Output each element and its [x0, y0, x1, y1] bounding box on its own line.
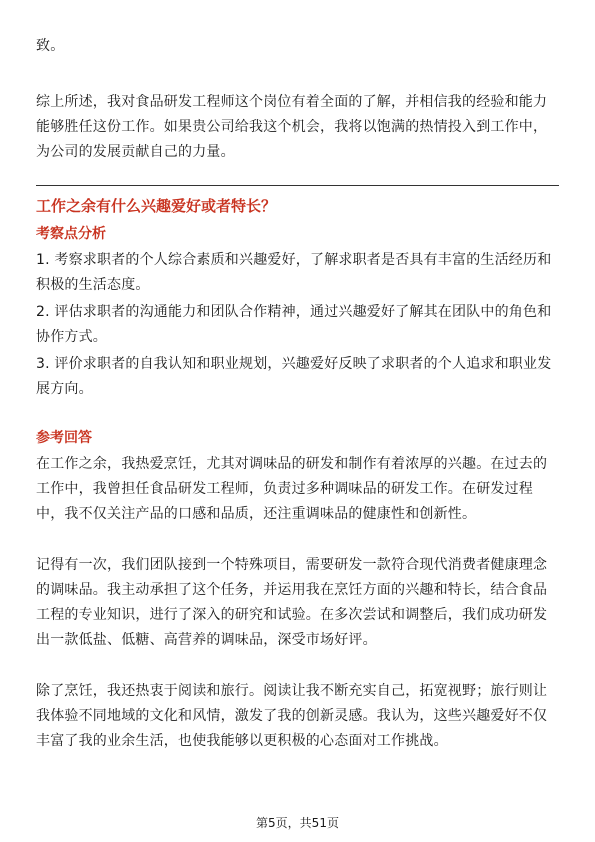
- page-footer: 第5页，共51页: [256, 816, 339, 830]
- answer-block: [36, 452, 559, 780]
- analysis-label: 考察点分析: [36, 226, 106, 242]
- analysis-item: 3. 评价求职者的自我认知和职业规划，兴趣爱好反映了求职者的个人追求和职业发展方向。: [36, 356, 552, 397]
- answer-paragraph: 除了烹饪，我还热衷于阅读和旅行。阅读让我不断充实自己，拓宽视野；旅行则让我体验不同地域的文化和风情，激发了我的创新灵感。我认为，这些兴趣爱好不仅丰富了我的业余生活，也使我能够以更积极的心态面对工作挑战。: [36, 683, 548, 749]
- document-page: [36, 0, 559, 842]
- section-divider: [36, 185, 559, 186]
- continuation-text: 致。: [36, 38, 65, 54]
- answer-paragraph: 记得有一次，我们团队接到一个特殊项目，需要研发一款符合现代消费者健康理念的调味品。我主动承担了这个任务，并运用我在烹饪方面的兴趣和特长，结合食品工程的专业知识，进行了深入的研究和试验。在多次尝试和调整后，我们成功研发出一款低盐、低糖、高营养的调味品，深受市场好评。: [36, 557, 548, 648]
- analysis-item: 1. 考察求职者的个人综合素质和兴趣爱好，了解求职者是否具有丰富的生活经历和积极的生活态度。: [36, 252, 552, 293]
- answer-paragraph: 在工作之余，我热爱烹饪，尤其对调味品的研发和制作有着浓厚的兴趣。在过去的工作中，我曾担任食品研发工程师，负责过多种调味品的研发工作。在研发过程中，我不仅关注产品的口感和品质，还注重调味品的健康性和创新性。: [36, 456, 548, 522]
- summary-paragraph: 综上所述，我对食品研发工程师这个岗位有着全面的了解，并相信我的经验和能力能够胜任这份工作。如果贵公司给我这个机会，我将以饱满的热情投入到工作中，为公司的发展贡献自己的力量。: [36, 94, 548, 160]
- answer-label: 参考回答: [36, 430, 92, 446]
- analysis-list: [36, 248, 559, 404]
- question-heading: 工作之余有什么兴趣爱好或者特长？: [36, 197, 277, 215]
- analysis-item: 2. 评估求职者的沟通能力和团队合作精神，通过兴趣爱好了解其在团队中的角色和协作方式。: [36, 304, 552, 345]
